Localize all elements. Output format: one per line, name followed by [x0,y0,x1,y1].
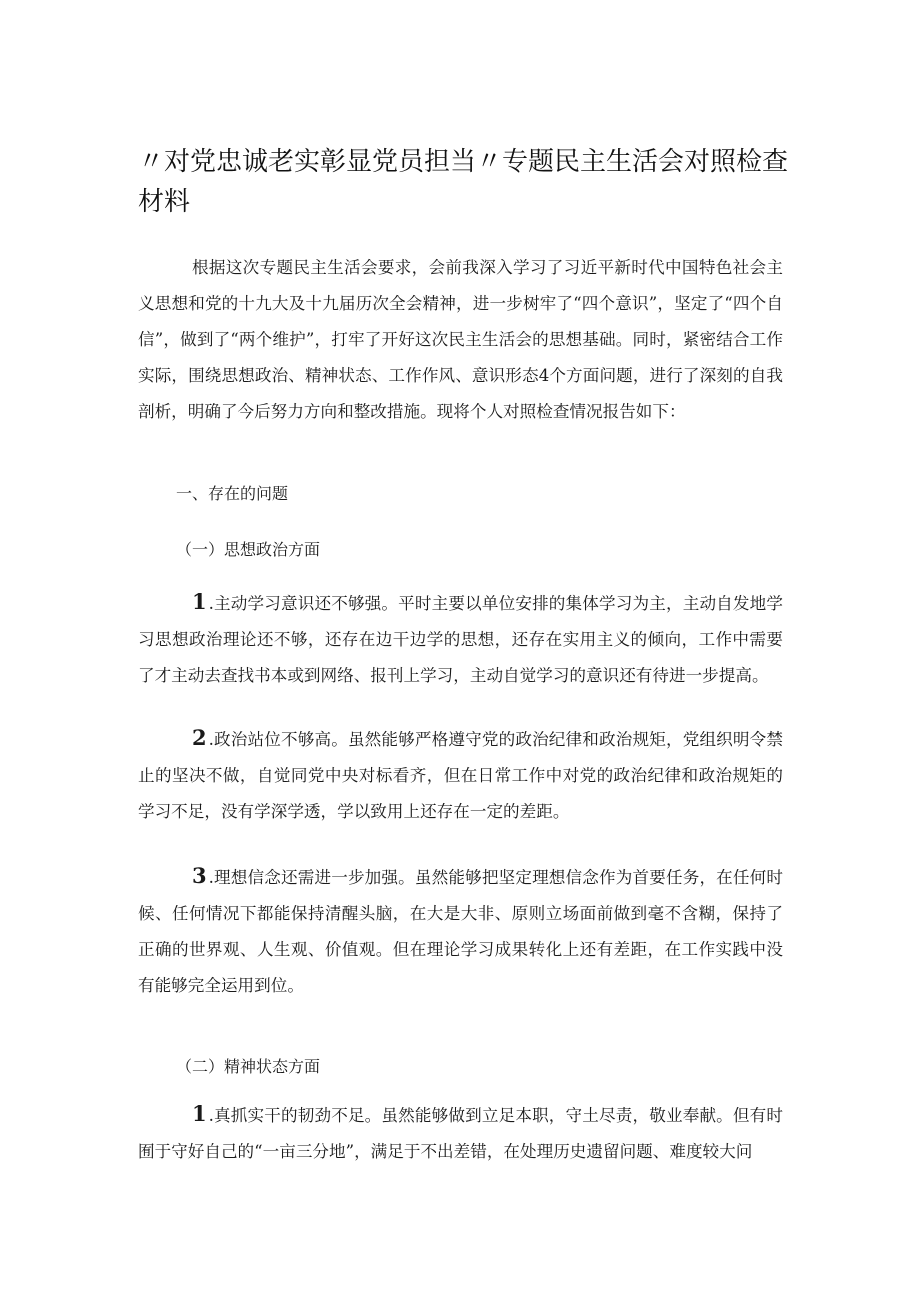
item-text: .主动学习意识还不够强。平时主要以单位安排的集体学习为主，主动自发地学习思想政治理论还不够，还存在边干边学的思想，还存在实用主义的倾向，工作中需要了才主动去查找书本或到网络、报刊上学习，主动自觉学习的意识还有待进一步提高。 [138,594,783,685]
item-number: 3 [192,863,207,888]
document-title: 〃对党忠诚老实彰显党员担当〃专题民主生活会对照检查材料 [138,147,789,217]
section-heading-problems: 一、存在的问题 [176,484,289,503]
list-item [138,720,783,830]
list-item [138,858,783,1004]
list-item [138,1096,783,1170]
item-text: .真抓实干的韧劲不足。虽然能够做到立足本职，守土尽责，敬业奉献。但有时囿于守好自己的“一亩三分地”，满足于不出差错，在处理历史遗留问题、难度较大问 [138,1106,783,1161]
item-text: .理想信念还需进一步加强。虽然能够把坚定理想信念作为首要任务，在任何时候、任何情况下都能保持清醒头脑，在大是大非、原则立场面前做到毫不含糊，保持了正确的世界观、人生观、价值观。但在理论学习成果转化上还有差距，在工作实践中没有能够完全运用到位。 [138,868,783,995]
subsection-heading-spirit: （二）精神状态方面 [176,1057,321,1076]
item-number: 1 [192,589,207,614]
list-item [138,584,783,694]
subsection-heading-political: （一）思想政治方面 [176,540,321,559]
item-number: 1 [192,1101,207,1126]
item-text: .政治站位不够高。虽然能够严格遵守党的政治纪律和政治规矩，党组织明令禁止的坚决不做，自觉同党中央对标看齐，但在日常工作中对党的政治纪律和政治规矩的学习不足，没有学深学透，学以致用上还存在一定的差距。 [138,730,783,821]
intro-paragraph: 根据这次专题民主生活会要求，会前我深入学习了习近平新时代中国特色社会主义思想和党的十九大及十九届历次全会精神，进一步树牢了“四个意识”，坚定了“四个自信”，做到了“两个维护”，打牢了开好这次民主生活会的思想基础。同时，紧密结合工作实际，围绕思想政治、精神状态、工作作风、意识形态4个方面问题，进行了深刻的自我剖析，明确了今后努力方向和整改措施。现将个人对照检查情况报告如下： [138,258,783,421]
item-number: 2 [192,725,207,750]
